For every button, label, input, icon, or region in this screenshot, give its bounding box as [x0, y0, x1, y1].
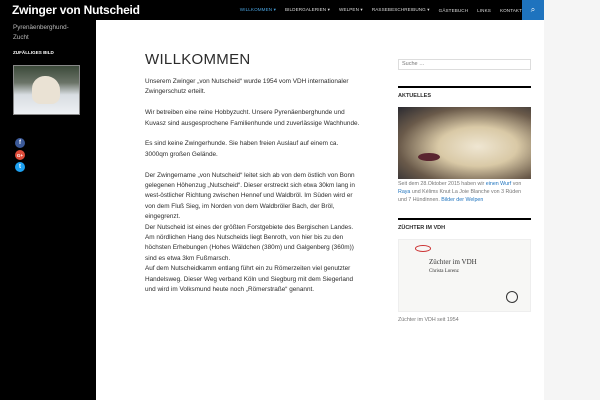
page-title: WILLKOMMEN [145, 51, 251, 68]
main-content [96, 20, 544, 400]
nav-willkommen[interactable]: WILLKOMMEN ▾ [239, 7, 276, 12]
nav-links[interactable]: LINKS [477, 7, 491, 13]
nav-bildergalerien[interactable]: BILDERGALERIEN ▾ [284, 7, 331, 12]
news-dog-image[interactable] [398, 107, 531, 179]
nav-rassebeschreibung[interactable]: RASSEBESCHREIBUNG ▾ [371, 7, 430, 12]
seal-icon [506, 291, 518, 303]
paragraph: Unserem Zwinger „von Nutscheid“ wurde 1954 vom VDH internationaler Zwingerschutz erteilt. [145, 78, 349, 96]
nav-gaestebuch[interactable]: GÄSTEBUCH [438, 7, 469, 13]
google-plus-icon[interactable]: G+ [15, 150, 25, 160]
search-button[interactable] [522, 0, 544, 20]
search-input[interactable] [398, 59, 531, 70]
litter-link[interactable]: einen Wurf [485, 181, 512, 187]
paragraph: Auf dem Nutscheidkamm entlang führt ein zu Römerzeiten viel genutzter Handelsweg. Dieser Weg verband Köln und Siegburg mit dem Siegerland und wird im Volksmund heute noch „Römerstraße“ genannt. [145, 265, 354, 294]
left-sidebar [0, 20, 96, 400]
twitter-icon[interactable]: t [15, 162, 25, 172]
news-widget-title: AKTUELLES [398, 86, 531, 99]
paragraph: Der Nutscheid ist eines der größten Forstgebiete des Bergischen Landes. [145, 223, 354, 231]
right-sidebar [398, 52, 531, 324]
nav-kontakt[interactable]: KONTAKT [499, 7, 522, 13]
site-header [0, 0, 544, 20]
facebook-icon[interactable]: f [15, 138, 25, 148]
search-icon: ⌕ [530, 5, 536, 14]
vdh-logo [415, 245, 431, 252]
news-caption: Seit dem 28.Oktober 2015 haben wir einen Wurf von Raya und Kélims Knut La Joie Blanche von 3 Rüden und 7 Hündinnen. Bilder der Welpen [398, 181, 522, 203]
vdh-certificate-image[interactable]: Züchter im VDH Christa Lorenz [398, 239, 531, 312]
paragraph: Es sind keine Zwingerhunde. Sie haben freien Auslauf auf einem ca. 3000qm großen Gelände. [145, 140, 339, 158]
main-nav [240, 0, 522, 20]
random-image-title: ZUFÄLLIGES BILD [13, 50, 54, 55]
site-title[interactable]: Zwinger von Nutscheid [12, 3, 140, 17]
paragraph: Wir betreiben eine reine Hobbyzucht. Unsere Pyrenäenberghunde und Kuvasz sind ausgesprochene Familienhunde und zuverlässige Wachhunde. [145, 109, 360, 127]
vdh-caption: Züchter im VDH seit 1954 [398, 317, 459, 323]
puppy-pictures-link[interactable]: Bilder der Welpen [441, 197, 484, 203]
nav-welpen[interactable]: WELPEN ▾ [339, 7, 363, 12]
random-dog-image[interactable] [13, 65, 80, 115]
vdh-widget-title: ZÜCHTER IM VDH [398, 218, 531, 231]
site-tagline: Pyrenäenberghund-Zucht [13, 24, 69, 41]
paragraph: Am nördlichen Hang des Nutscheids liegt Benroth, von hier bis zu den höchsten Erhebungen (Hohes Wäldchen (380m) und Galgenberg (360m)) sind es etwa 3km Fußmarsch. [145, 234, 354, 262]
paragraph: Der Zwingername „von Nutscheid“ leitet sich ab von dem östlich von Bonn gelegenen Höhenzug „Nutscheid“. Dieser erstreckt sich etwa 30km lang in west-östlicher Richtung zwischen Hennef und Waldbröl. Im Süden wird er von dem Fluß Sieg, im Norden von dem Waldbröler Bach, der Bröl, eingegrenzt. [145, 171, 355, 221]
article-body [145, 77, 360, 295]
raya-link[interactable]: Raya [398, 189, 411, 195]
